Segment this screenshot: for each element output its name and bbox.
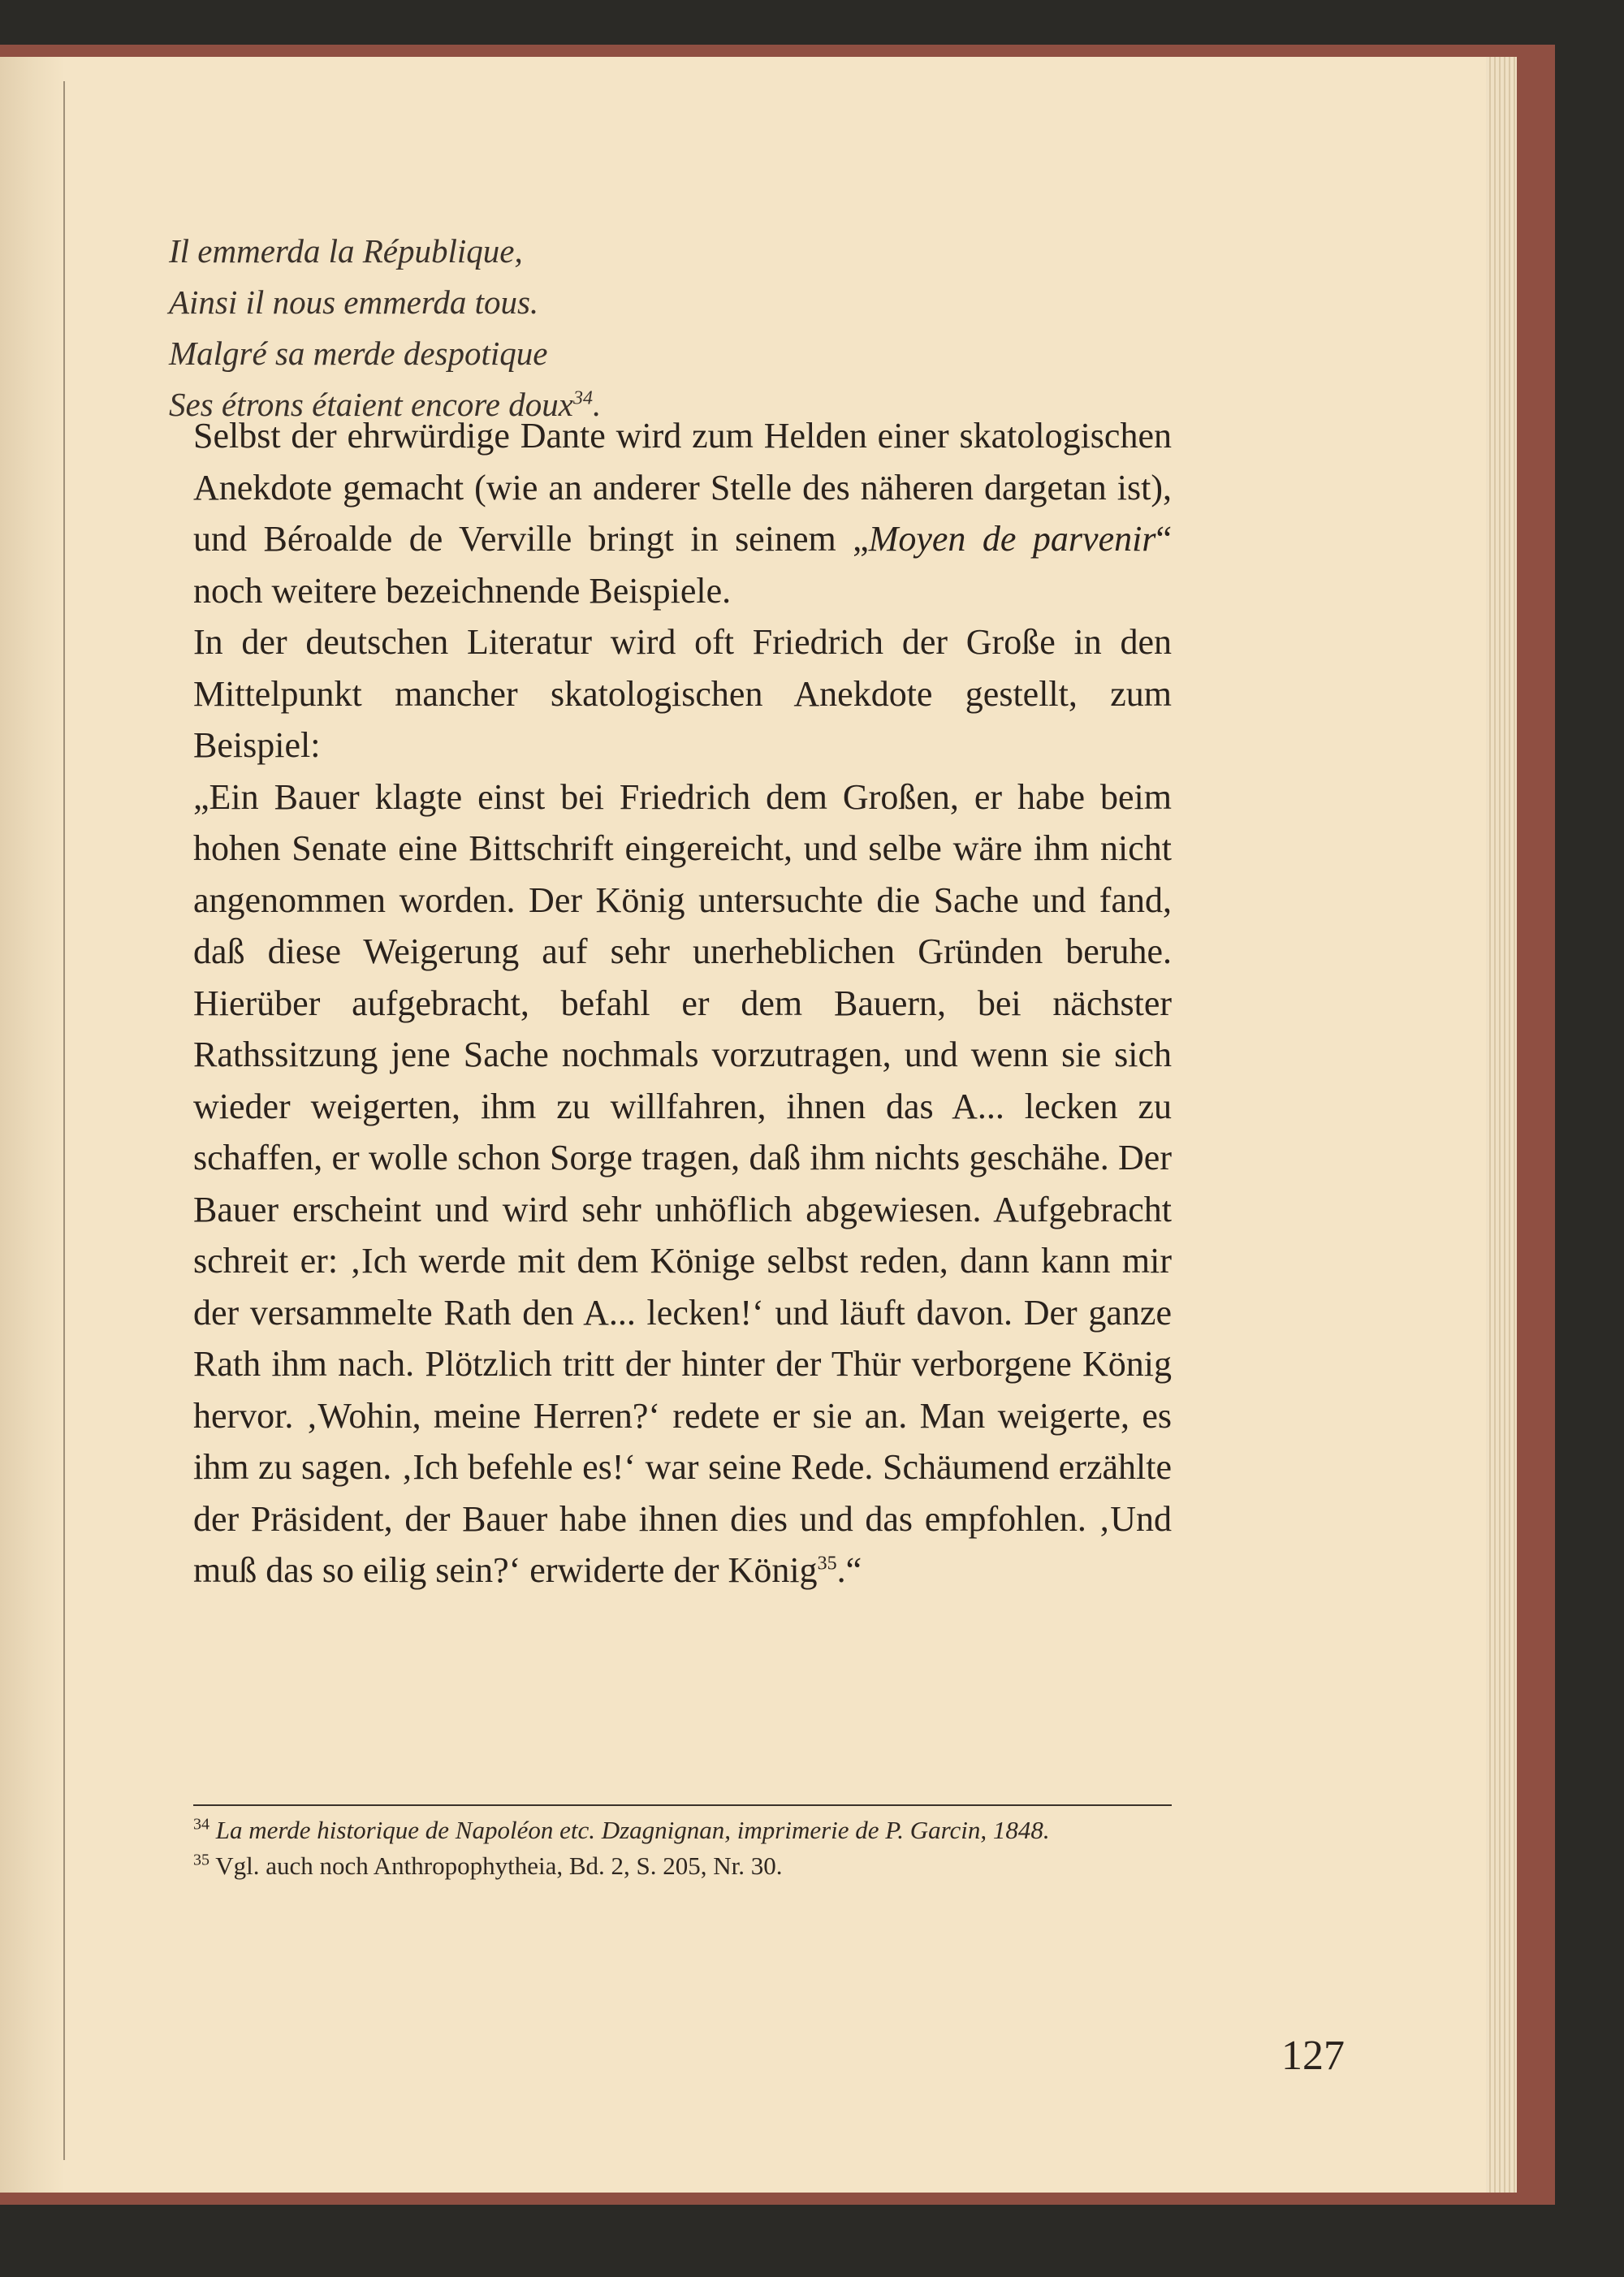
footnotes: [193, 1813, 1172, 1884]
poem-line: Ainsi il nous emmerda tous.: [169, 283, 539, 321]
book-title: Moyen de parvenir: [868, 519, 1156, 559]
footnote-ref-35[interactable]: 35: [817, 1553, 837, 1575]
spine-line: [63, 81, 65, 2160]
poem-quote: [169, 226, 900, 430]
footnote-35: $^{35}$ Vgl. auch noch Anthropophytheia, Bd. 2, S. 205, Nr. 30.: [193, 1851, 783, 1880]
gutter-shadow: [0, 57, 65, 2193]
paragraph-friedrich: In der deutschen Literatur wird oft Friedrich der Große in den Mittelpunkt mancher skatologischen Anekdote gestellt, zum Beispiel:: [193, 622, 1172, 765]
poem-line: Ses étrons étaient encore doux$^{34}$.: [169, 386, 602, 423]
poem-line: Malgré sa merde despotique: [169, 335, 548, 372]
poem-line: Il emmerda la République,: [169, 232, 523, 270]
book-page: [0, 57, 1486, 2193]
footnote-ref-34[interactable]: 34: [572, 387, 593, 409]
body-text: [193, 410, 1172, 1596]
paragraph-dante: Selbst der ehrwürdige Dante wird zum Helden einer skatologischen Anekdote gemacht (wie an anderer Stelle des näheren dargetan ist), und Béroalde de Verville bringt in seinem „Moyen de parvenir“ noch weitere bezeichnende Beispiele.: [193, 416, 1172, 611]
footnote-34: $^{34}$ La merde historique de Napoléon etc. Dzagnignan, imprimerie de P. Garcin, 1848.: [193, 1815, 1050, 1844]
footnote-rule: [193, 1804, 1172, 1806]
page-number: 127: [1281, 2033, 1345, 2079]
paragraph-anecdote: „Ein Bauer klagte einst bei Friedrich dem Großen, er habe beim hohen Senate eine Bittschrift eingereicht, und selbe wäre ihm nicht angenommen worden. Der König untersuchte die Sache und fand, daß diese Weigerung auf sehr unerheblichen Gründen beruhe. Hierüber aufgebracht, befahl er dem Bauern, bei nächster Rathssitzung jene Sache nochmals vorzutragen, und wenn sie sich wieder weigerten, ihm zu willfahren, ihnen das A... lecken zu schaffen, er wolle schon Sorge tragen, daß ihm nichts geschähe. Der Bauer erscheint und wird sehr unhöflich abgewiesen. Aufgebracht schreit er: ‚Ich werde mit dem Könige selbst reden, dann kann mir der versammelte Rath den A... lecken!‘ und läuft davon. Der ganze Rath ihm nach. Plötzlich tritt der hinter der Thür verborgene König hervor. ‚Wohin, meine Herren?‘ redete er sie an. Man weigerte, es ihm zu sagen. ‚Ich befehle es!‘ war seine Rede. Schäumend erzählte der Präsident, der Bauer habe ihnen dies und das empfohlen. ‚Und muß das so eilig sein?‘ erwiderte der König$^{35}$.“: [193, 776, 1172, 1590]
